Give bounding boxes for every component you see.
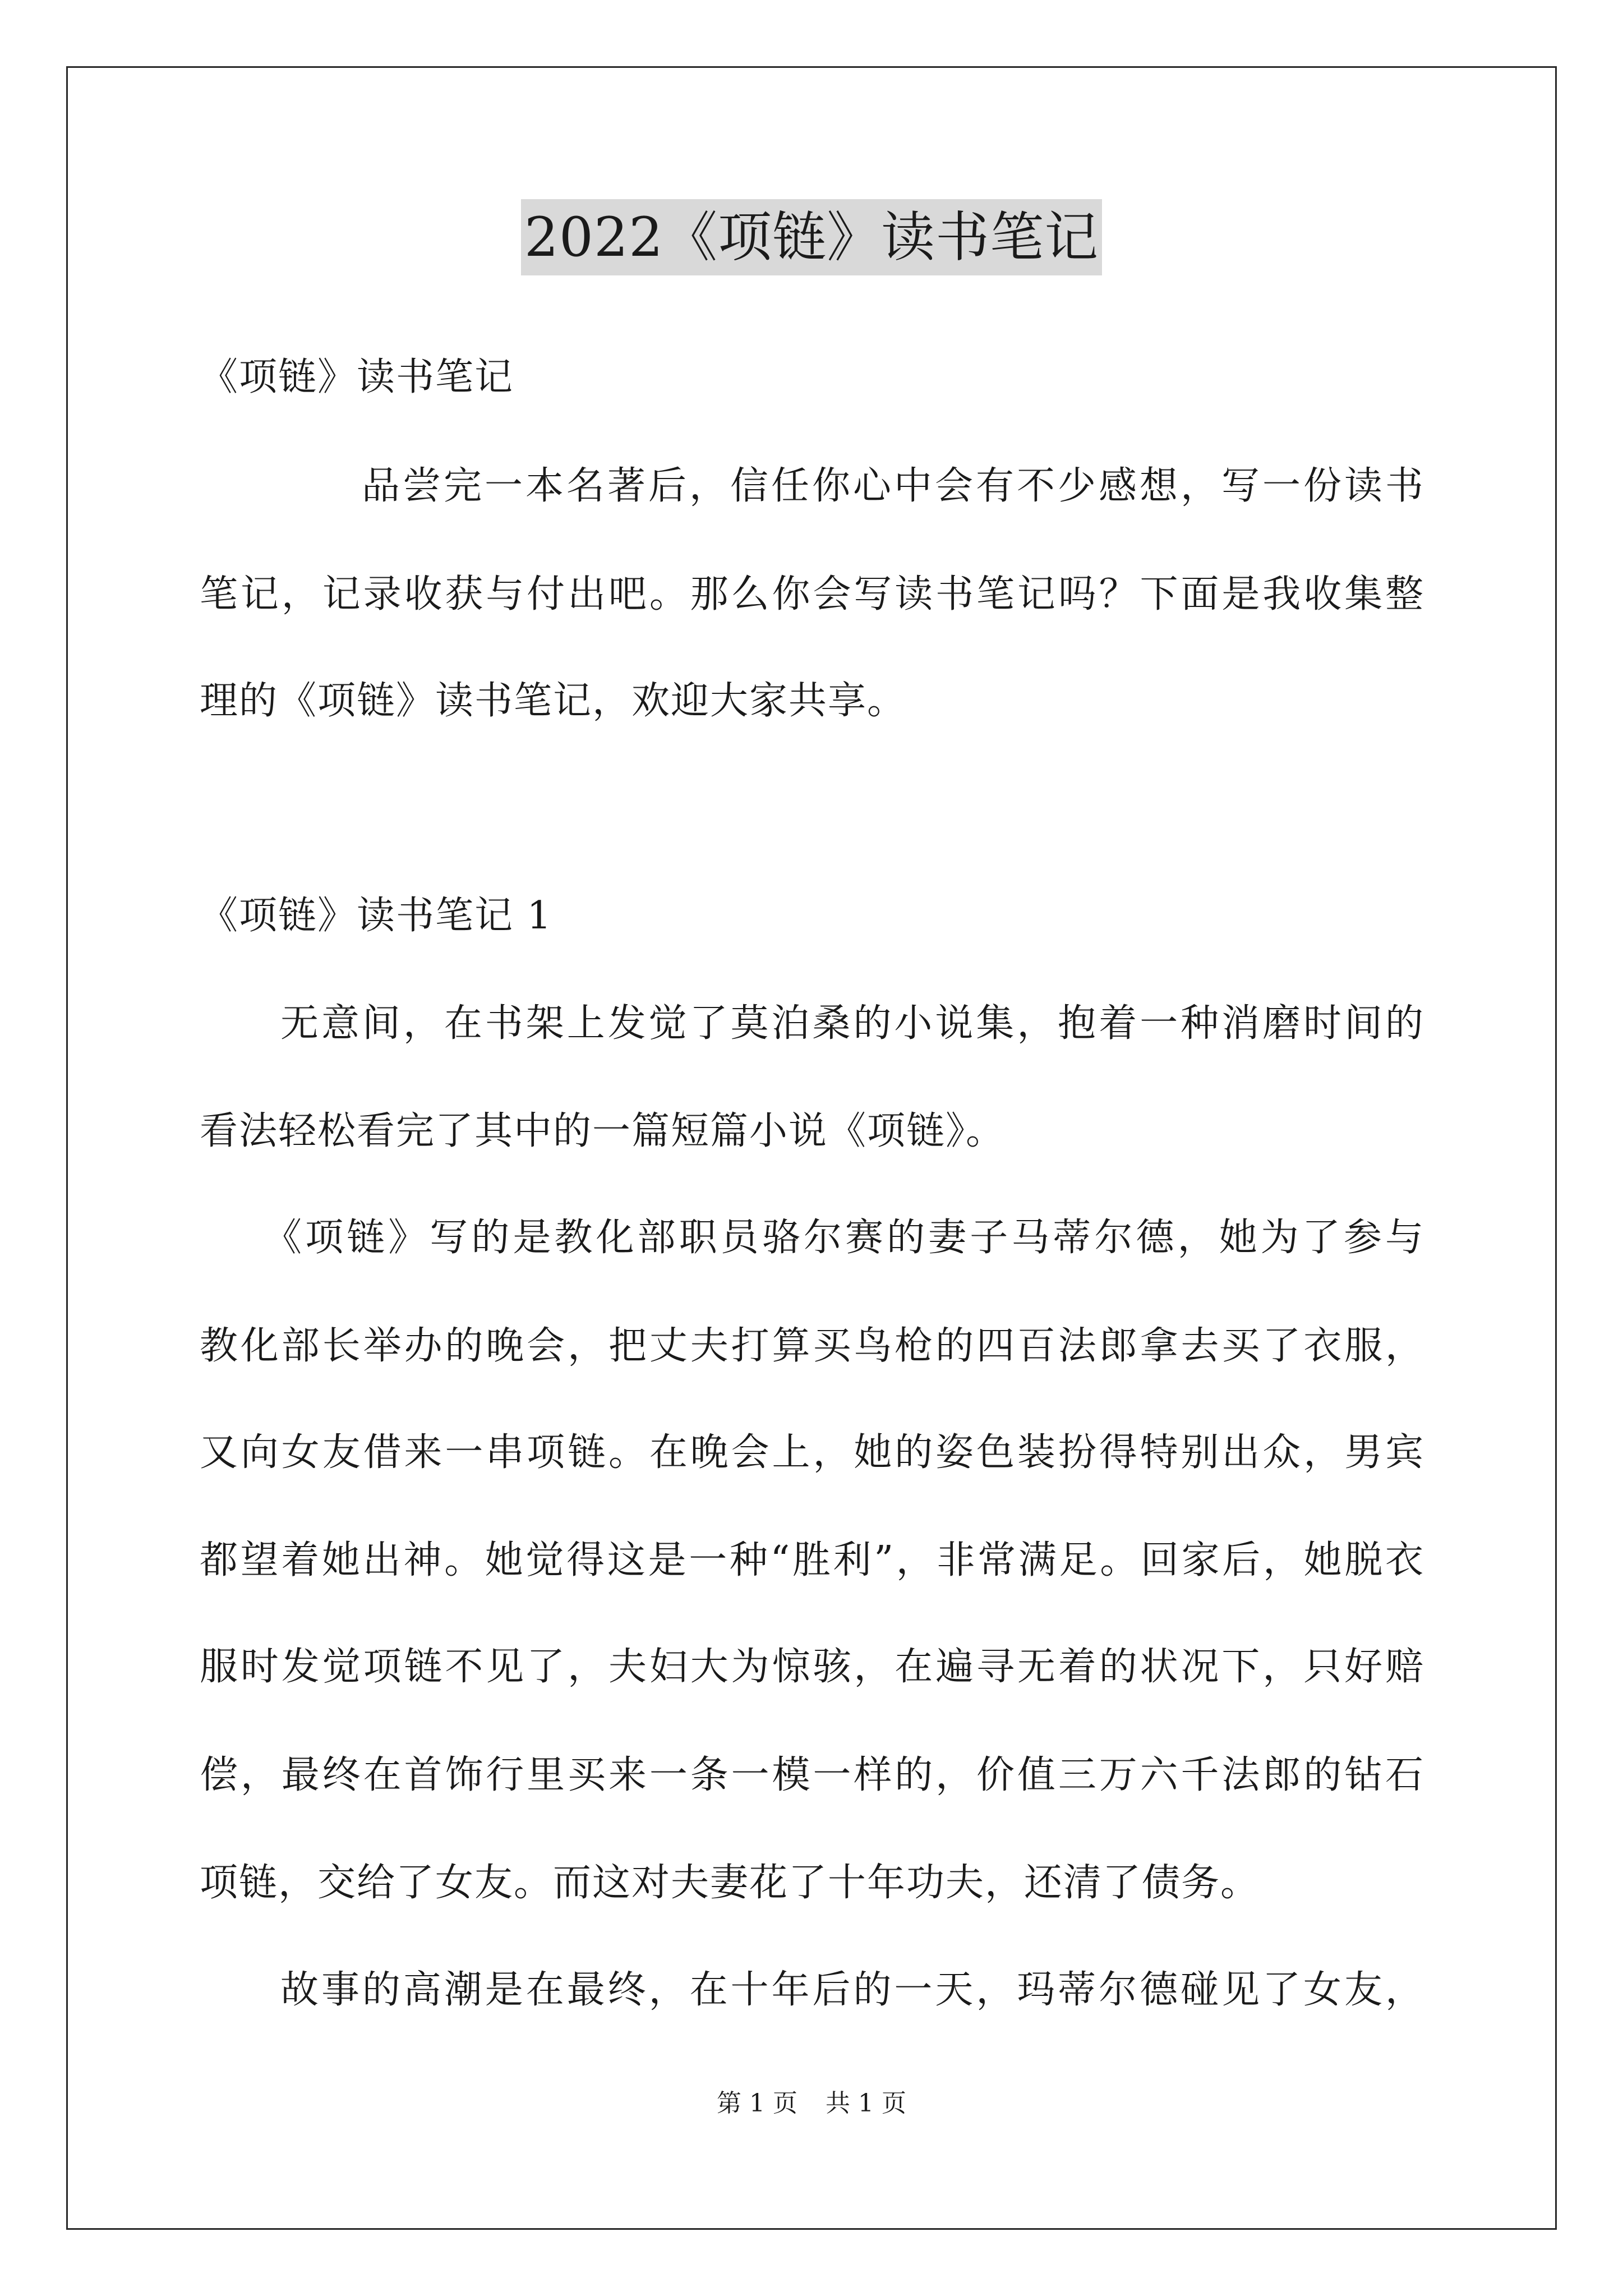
para2-line-1: 《项链》写的是教化部职员骆尔赛的妻子马蒂尔德，她为了参与 [264, 1216, 1424, 1260]
section-heading: 《项链》读书笔记 1 [200, 894, 552, 938]
para2-line-3: 又向女友借来一串项链。在晚会上，她的姿色装扮得特别出众，男宾 [200, 1430, 1424, 1475]
para1-line-2: 看法轻松看完了其中的一篇短篇小说《项链》。 [200, 1109, 1006, 1153]
para2-line-5: 服时发觉项链不见了，夫妇大为惊骇，在遍寻无着的状况下，只好赔 [200, 1645, 1424, 1689]
document-title: 2022《项链》读书笔记 [521, 199, 1102, 275]
title-container [0, 199, 1623, 275]
intro-line-3: 理的《项链》读书笔记，欢迎大家共享。 [200, 679, 907, 723]
para2-line-2: 教化部长举办的晚会，把丈夫打算买鸟枪的四百法郎拿去买了衣服， [200, 1324, 1424, 1368]
para2-line-7: 项链，交给了女友。而这对夫妻花了十年功夫，还清了债务。 [200, 1861, 1260, 1905]
page-number-current: 第 1 页 [717, 2089, 797, 2118]
para1-line-1: 无意间，在书架上发觉了莫泊桑的小说集，抱着一种消磨时间的 [280, 1001, 1424, 1046]
para2-line-4: 都望着她出神。她觉得这是一种“胜利”，非常满足。回家后，她脱衣 [200, 1538, 1424, 1582]
intro-line-2: 笔记，记录收获与付出吧。那么你会写读书笔记吗？下面是我收集整 [200, 572, 1424, 616]
page-number-total: 共 1 页 [826, 2089, 906, 2118]
subtitle: 《项链》读书笔记 [200, 355, 514, 399]
intro-line-1: 品尝完一本名著后，信任你心中会有不少感想，写一份读书 [362, 464, 1424, 508]
para3-line-1: 故事的高潮是在最终，在十年后的一天，玛蒂尔德碰见了女友， [280, 1968, 1424, 2012]
page-footer [0, 2087, 1623, 2120]
para2-line-6: 偿，最终在首饰行里买来一条一模一样的，价值三万六千法郎的钻石 [200, 1753, 1424, 1797]
